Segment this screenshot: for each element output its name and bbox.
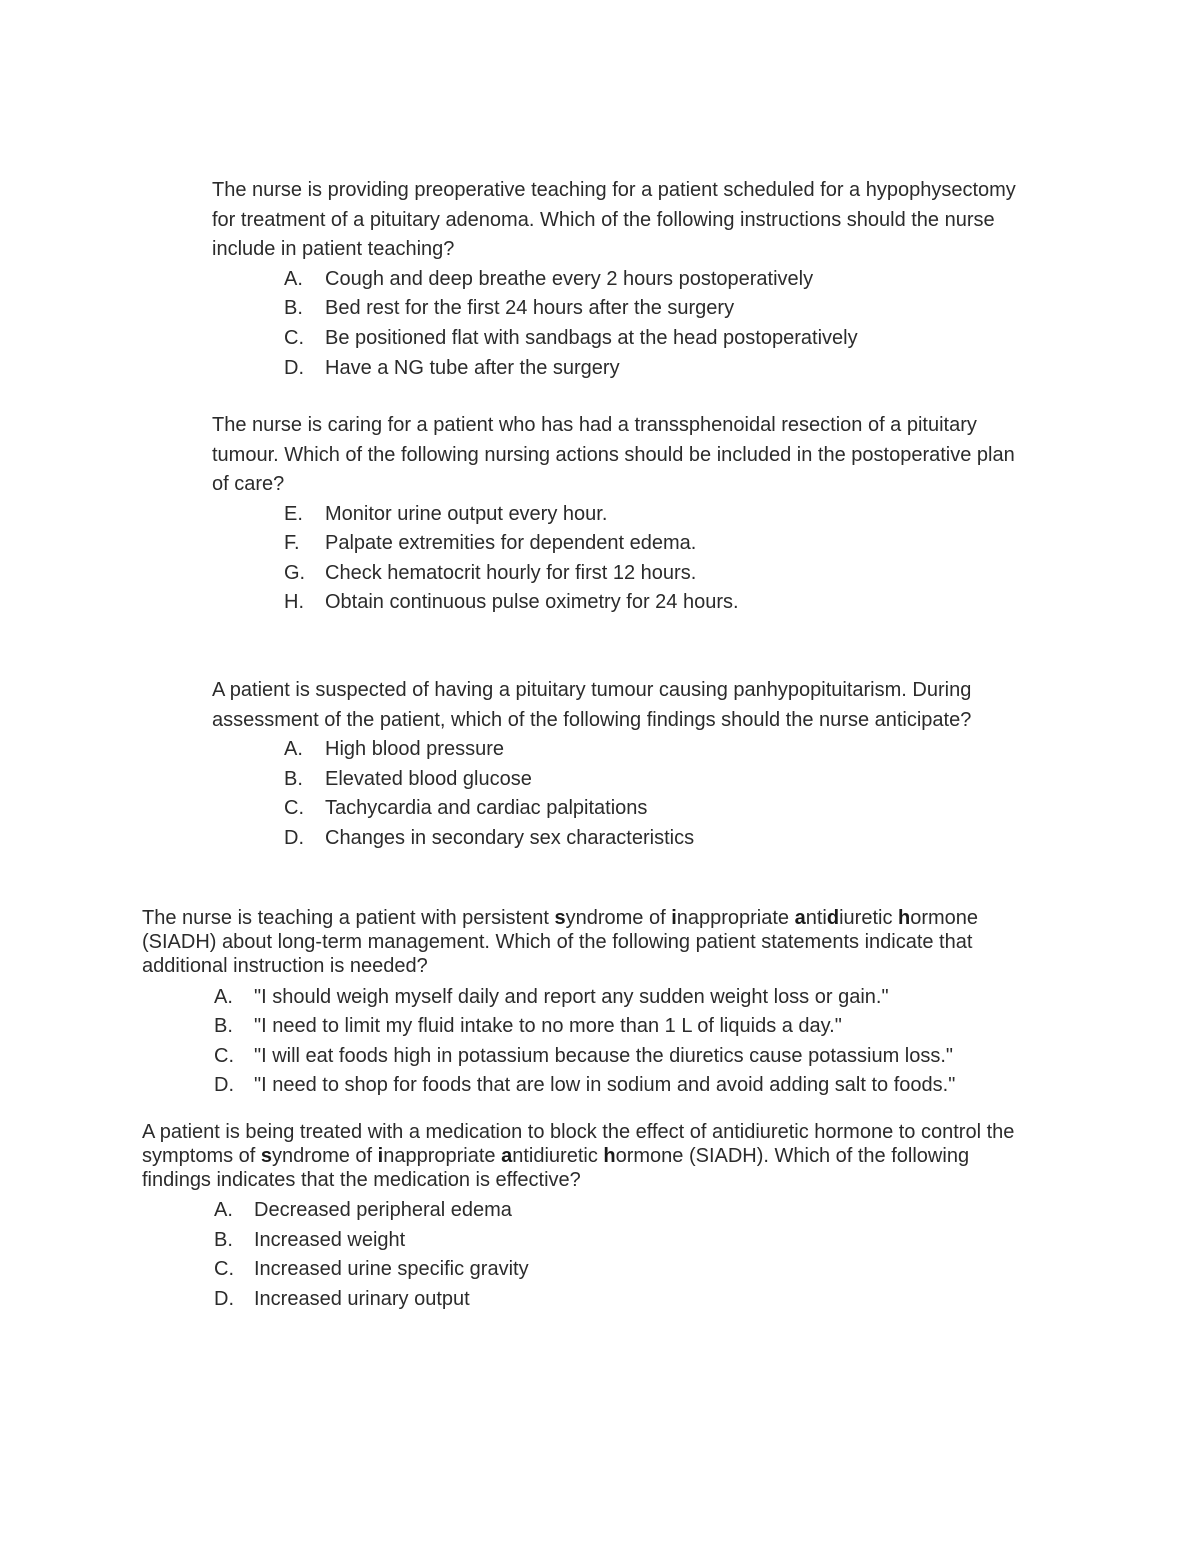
stem-line: of care? bbox=[212, 473, 285, 495]
option-letter: A. bbox=[284, 738, 303, 760]
option-text: Monitor urine output every hour. bbox=[325, 502, 608, 525]
option-item bbox=[284, 588, 1015, 618]
option-letter: B. bbox=[214, 1015, 233, 1038]
option-list bbox=[214, 1196, 1014, 1314]
stem-line bbox=[142, 1144, 1014, 1168]
option-letter: H. bbox=[284, 591, 304, 613]
question-3 bbox=[212, 676, 971, 854]
option-item bbox=[284, 500, 1015, 530]
question-2 bbox=[212, 411, 1015, 618]
stem-line: additional instruction is needed? bbox=[142, 955, 428, 977]
bold-initial: h bbox=[603, 1145, 616, 1167]
option-list bbox=[284, 500, 1015, 618]
option-text: Cough and deep breathe every 2 hours postoperatively bbox=[325, 267, 814, 290]
question-stem bbox=[142, 906, 978, 978]
option-item bbox=[284, 294, 1016, 324]
question-stem bbox=[212, 411, 1015, 500]
option-item bbox=[214, 1255, 1014, 1285]
option-letter: C. bbox=[284, 797, 304, 820]
stem-text: ormone bbox=[910, 907, 979, 929]
option-list bbox=[284, 265, 1016, 384]
option-text: High blood pressure bbox=[325, 738, 504, 760]
stem-line: The nurse is providing preoperative teaching for a patient scheduled for a hypophysectomy bbox=[212, 179, 1016, 201]
option-text: Decreased peripheral edema bbox=[254, 1199, 512, 1221]
stem-text: nappropriate bbox=[676, 907, 795, 929]
option-text: "I should weigh myself daily and report any sudden weight loss or gain." bbox=[254, 986, 889, 1008]
option-item bbox=[214, 983, 978, 1012]
stem-line bbox=[142, 906, 978, 930]
option-list bbox=[214, 983, 978, 1100]
bold-initial: d bbox=[826, 907, 840, 929]
option-letter: G. bbox=[284, 561, 306, 584]
stem-text: symptoms of bbox=[142, 1145, 261, 1167]
option-letter: A. bbox=[214, 1199, 233, 1221]
option-item bbox=[284, 324, 1016, 354]
option-text: Changes in secondary sex characteristics bbox=[325, 827, 695, 850]
option-item bbox=[284, 824, 971, 854]
option-letter: C. bbox=[214, 1044, 234, 1067]
question-1 bbox=[212, 176, 1016, 384]
bold-initial: a bbox=[501, 1145, 513, 1167]
option-text: Increased weight bbox=[254, 1228, 406, 1251]
option-item bbox=[284, 765, 971, 795]
option-text: "I need to limit my fluid intake to no more than 1 L of liquids a day." bbox=[254, 1015, 842, 1038]
option-text: Check hematocrit hourly for first 12 hours. bbox=[325, 561, 697, 584]
option-item bbox=[214, 1226, 1014, 1256]
option-item bbox=[214, 1196, 1014, 1226]
option-item bbox=[214, 1012, 978, 1041]
stem-line: assessment of the patient, which of the following findings should the nurse anticipate? bbox=[212, 708, 972, 731]
option-text: Be positioned flat with sandbags at the head postoperatively bbox=[325, 327, 858, 350]
option-letter: C. bbox=[214, 1258, 234, 1280]
option-text: Increased urine specific gravity bbox=[254, 1258, 529, 1280]
stem-line: A patient is suspected of having a pituitary tumour causing panhypopituitarism. During bbox=[212, 679, 972, 701]
bold-initial: s bbox=[554, 907, 566, 929]
stem-line: findings indicates that the medication is effective? bbox=[142, 1169, 581, 1191]
option-item bbox=[284, 735, 971, 765]
option-text: Obtain continuous pulse oximetry for 24 hours. bbox=[325, 591, 739, 613]
bold-initial: a bbox=[794, 907, 806, 929]
option-letter: D. bbox=[214, 1287, 234, 1310]
question-stem bbox=[142, 1120, 1014, 1192]
option-text: Have a NG tube after the surgery bbox=[325, 356, 620, 379]
option-item bbox=[284, 529, 1015, 559]
bold-initial: s bbox=[260, 1145, 273, 1167]
option-letter: F. bbox=[284, 532, 300, 554]
stem-text: nti bbox=[805, 907, 827, 929]
stem-text: iuretic bbox=[839, 907, 898, 929]
option-text: "I need to shop for foods that are low in sodium and avoid adding salt to foods." bbox=[254, 1073, 956, 1096]
option-letter: E. bbox=[284, 502, 303, 525]
stem-text: yndrome of bbox=[565, 907, 672, 929]
option-text: Tachycardia and cardiac palpitations bbox=[325, 797, 648, 820]
option-item bbox=[284, 354, 1016, 384]
option-letter: B. bbox=[284, 297, 303, 320]
stem-line: A patient is being treated with a medication to block the effect of antidiuretic hormone to control the bbox=[142, 1121, 1015, 1143]
question-stem bbox=[212, 176, 1016, 265]
option-text: Increased urinary output bbox=[254, 1287, 470, 1310]
option-item bbox=[284, 265, 1016, 295]
option-letter: D. bbox=[284, 356, 304, 379]
option-letter: B. bbox=[214, 1228, 233, 1251]
stem-line: tumour. Which of the following nursing actions should be included in the postoperative plan bbox=[212, 443, 1015, 466]
stem-line: (SIADH) about long-term management. Which of the following patient statements indicate that bbox=[142, 931, 973, 953]
option-item bbox=[284, 794, 971, 824]
stem-text: nappropriate bbox=[383, 1145, 502, 1167]
stem-line: The nurse is caring for a patient who has had a transsphenoidal resection of a pituitary bbox=[212, 414, 977, 436]
bold-initial: i bbox=[671, 907, 677, 929]
option-letter: C. bbox=[284, 327, 304, 350]
stem-text: ormone (SIADH). Which of the following bbox=[615, 1145, 970, 1167]
option-item bbox=[214, 1042, 978, 1071]
stem-line: for treatment of a pituitary adenoma. Which of the following instructions should the nurse bbox=[212, 208, 995, 231]
option-letter: D. bbox=[284, 827, 304, 850]
question-4 bbox=[142, 906, 978, 1100]
option-text: Bed rest for the first 24 hours after the surgery bbox=[325, 297, 735, 320]
bold-initial: h bbox=[898, 907, 911, 929]
option-text: Palpate extremities for dependent edema. bbox=[325, 532, 697, 554]
option-item bbox=[284, 559, 1015, 589]
option-letter: A. bbox=[284, 267, 303, 290]
option-letter: B. bbox=[284, 767, 303, 790]
option-letter: D. bbox=[214, 1073, 234, 1096]
option-item bbox=[214, 1071, 978, 1100]
option-letter: A. bbox=[214, 986, 233, 1008]
stem-text: yndrome of bbox=[272, 1145, 378, 1167]
option-text: Elevated blood glucose bbox=[325, 767, 532, 790]
question-5 bbox=[142, 1120, 1014, 1314]
stem-text: ntidiuretic bbox=[512, 1145, 604, 1167]
option-text: "I will eat foods high in potassium because the diuretics cause potassium loss." bbox=[254, 1044, 954, 1067]
option-list bbox=[284, 735, 971, 854]
stem-text: The nurse is teaching a patient with persistent bbox=[142, 907, 555, 929]
option-item bbox=[214, 1285, 1014, 1315]
bold-initial: i bbox=[377, 1145, 384, 1167]
stem-line: include in patient teaching? bbox=[212, 238, 455, 260]
question-stem bbox=[212, 676, 971, 735]
